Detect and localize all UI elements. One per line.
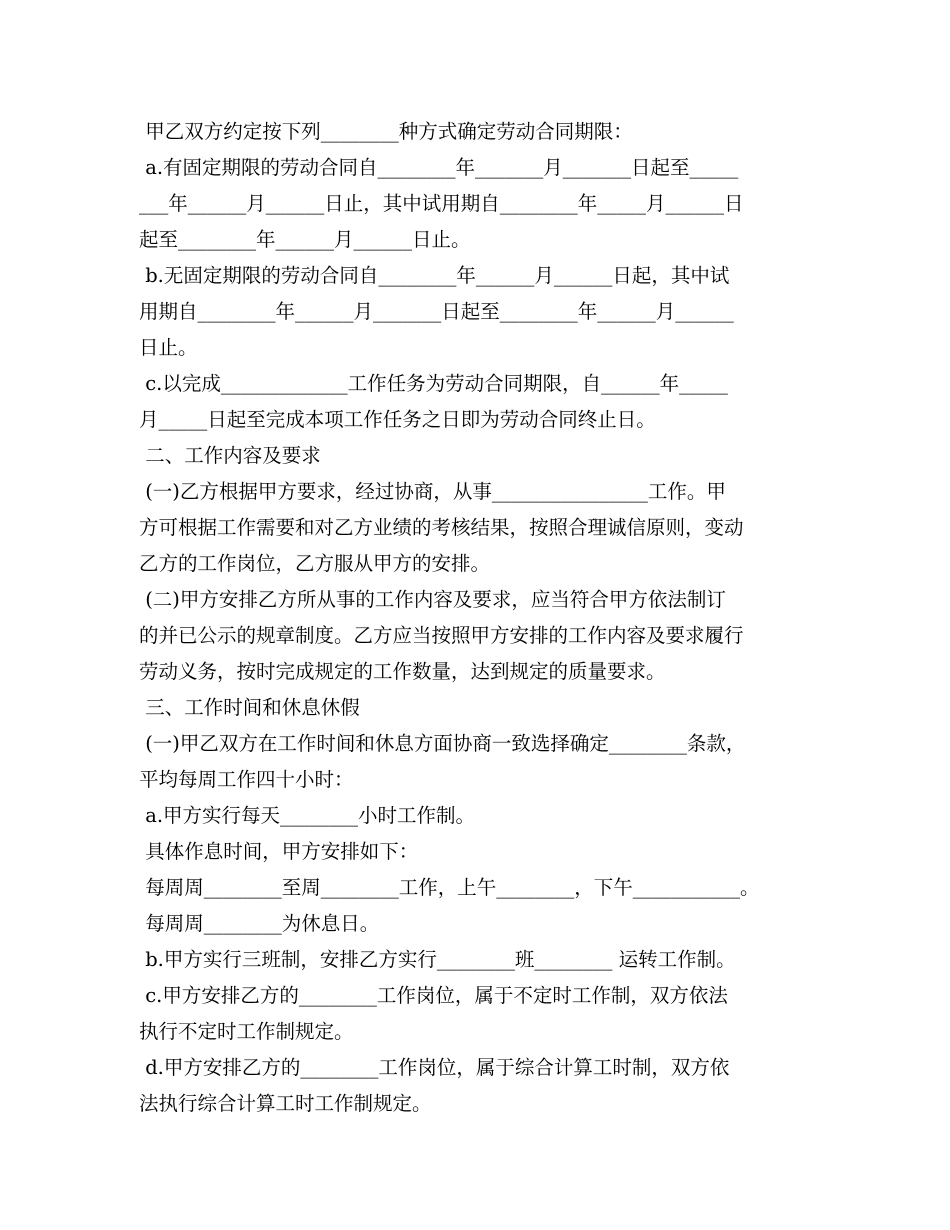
task-term-line-1: c.以完成_____________工作任务为劳动合同期限，自______年_____ — [139, 372, 728, 395]
open-term-line-1: b.无固定期限的劳动合同自________年______月______日起，其中试 — [139, 264, 730, 287]
work-content-clause-2-line-1: (二)甲方安排乙方所从事的工作内容及要求，应当符合甲方依法制订 — [139, 588, 726, 611]
standard-hours-line: a.甲方实行每天________小时工作制。 — [139, 804, 476, 827]
rest-day-line: 每周周________为休息日。 — [139, 912, 380, 935]
term-choice-line: 甲乙双方约定按下列________种方式确定劳动合同期限： — [139, 120, 633, 143]
fixed-term-line-3: 起至________年______月______日止。 — [139, 228, 471, 251]
shift-system-line: b.甲方实行三班制，安排乙方实行________班________ 运转工作制。 — [139, 948, 736, 971]
fixed-term-line-1: a.有固定期限的劳动合同自________年_______月_______日起至_____ — [139, 156, 739, 179]
comprehensive-hours-line-1: d.甲方安排乙方的________工作岗位，属于综合计算工时制，双方依 — [139, 1056, 730, 1079]
work-hours-clause-1-line-1: (一)甲乙双方在工作时间和休息方面协商一致选择确定________条款， — [139, 732, 746, 755]
comprehensive-hours-line-2: 法执行综合计算工时工作制规定。 — [139, 1092, 432, 1115]
work-content-clause-1-line-1: (一)乙方根据甲方要求，经过协商，从事________________工作。甲 — [139, 480, 726, 503]
work-content-clause-1-line-2: 方可根据工作需要和对乙方业绩的考核结果，按照合理诚信原则，变动 — [139, 516, 744, 539]
work-content-clause-1-line-3: 乙方的工作岗位，乙方服从甲方的安排。 — [139, 552, 491, 575]
weekly-schedule-line: 每周周________至周________工作，上午________，下午___________。 — [139, 876, 760, 899]
open-term-line-2: 用期自________年______月_______日起至________年______月______ — [139, 300, 734, 323]
flexible-hours-line-1: c.甲方安排乙方的________工作岗位，属于不定时工作制，双方依法 — [139, 984, 728, 1007]
schedule-intro-line: 具体作息时间，甲方安排如下： — [139, 840, 419, 863]
open-term-line-3: 日止。 — [139, 336, 198, 359]
work-content-clause-2-line-3: 劳动义务，按时完成规定的工作数量，达到规定的质量要求。 — [139, 660, 666, 683]
section-heading-work-content: 二、工作内容及要求 — [139, 444, 321, 467]
work-content-clause-2-line-2: 的并已公示的规章制度。乙方应当按照甲方安排的工作内容及要求履行 — [139, 624, 744, 647]
work-hours-clause-1-line-2: 平均每周工作四十小时： — [139, 768, 354, 791]
fixed-term-line-2: ___年______月______日止，其中试用期自________年_____月______日 — [139, 192, 744, 215]
flexible-hours-line-2: 执行不定时工作制规定。 — [139, 1020, 354, 1043]
section-heading-work-hours: 三、工作时间和休息休假 — [139, 696, 360, 719]
task-term-line-2: 月_____日起至完成本项工作任务之日即为劳动合同终止日。 — [139, 408, 656, 431]
